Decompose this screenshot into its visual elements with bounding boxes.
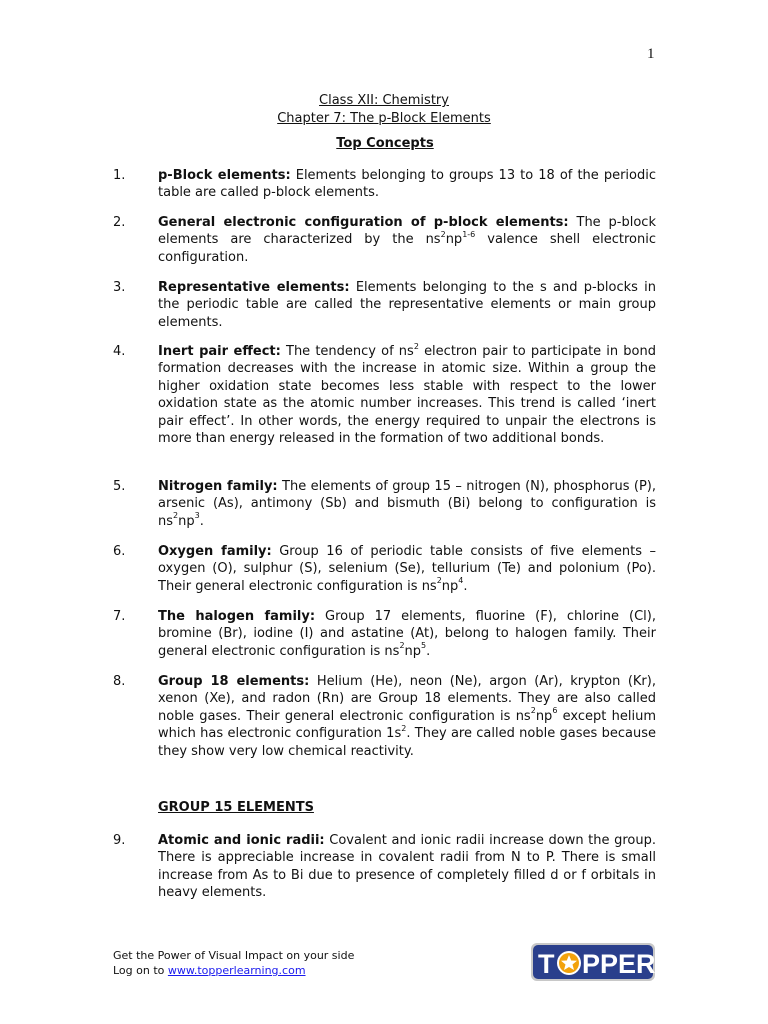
- item-text: np: [445, 232, 463, 248]
- item-term: General electronic configuration of p-block elements:: [158, 215, 569, 230]
- logo-text-right: PPER: [582, 949, 656, 979]
- concept-item-2: [113, 214, 656, 266]
- chapter-title: Chapter 7: The p-Block Elements: [277, 111, 491, 126]
- superscript: 5: [421, 641, 427, 651]
- logo-text-left: T: [538, 949, 555, 979]
- item-term: Group 18 elements:: [158, 674, 310, 689]
- item-text: .: [463, 578, 468, 594]
- item-number: 2.: [113, 215, 126, 230]
- item-text: np: [441, 578, 459, 594]
- superscript: 2: [530, 706, 536, 716]
- footer-tagline: Get the Power of Visual Impact on your side: [113, 949, 355, 962]
- item-number: 5.: [113, 479, 126, 494]
- item-term: Representative elements:: [158, 280, 350, 295]
- concept-item-4: [113, 343, 656, 447]
- item-text: Elements belonging to the s and p-blocks in the periodic table are called the representative elements or main group elements.: [158, 280, 656, 330]
- item-text: Helium (He), neon (Ne), argon (Ar), krypton (Kr), xenon (Xe), and radon (Rn) are Group 18 elements. They are also called noble gases. Their general electronic configuration is ns: [158, 674, 656, 724]
- superscript: 2: [401, 723, 407, 733]
- page-number: 1: [647, 46, 655, 62]
- topper-logo: [530, 942, 656, 982]
- superscript: 2: [436, 576, 442, 586]
- item-number: 1.: [113, 168, 126, 183]
- concept-item-3: [113, 279, 656, 331]
- item-text: . They are called noble gases because they show very low chemical reactivity.: [158, 726, 656, 759]
- superscript: 2: [413, 341, 419, 351]
- superscript: 2: [399, 641, 405, 651]
- item-term: Inert pair effect:: [158, 344, 281, 359]
- item-text: electron pair to participate in bond formation decreases with the increase in atomic size. Within a group the higher oxidation state becomes less stable with respect to the lower oxidation state as the atomic number increases. This trend is called ‘inert pair effect’. In other words, the energy required to unpair the electrons is more than energy released in the formation of two additional bonds.: [158, 344, 656, 447]
- item-number: 3.: [113, 280, 126, 295]
- superscript: 2: [173, 511, 179, 521]
- item-text: Group 16 of periodic table consists of five elements – oxygen (O), sulphur (S), selenium (Se), tellurium (Te) and polonium (Po). Their general electronic configuration is ns: [158, 544, 656, 594]
- item-text: Covalent and ionic radii increase down the group. There is appreciable increase in covalent radii from N to P. There is small increase from As to Bi due to presence of completely filled d or f orbitals in heavy elements.: [158, 833, 656, 901]
- concept-item-1: [113, 167, 656, 202]
- item-text: np: [178, 513, 195, 529]
- website-link[interactable]: www.topperlearning.com: [167, 964, 306, 977]
- superscript: 2: [440, 230, 446, 240]
- item-text: The p-block elements are characterized by the ns: [158, 215, 656, 248]
- item-text: valence shell electronic configuration.: [158, 232, 656, 265]
- document-header: [0, 92, 768, 128]
- item-text: The elements of group 15 – nitrogen (N), phosphorus (P), arsenic (As), antimony (Sb) and bismuth (Bi) belong to configuration is ns: [158, 479, 656, 529]
- footer: [113, 948, 354, 978]
- item-number: 8.: [113, 674, 126, 689]
- item-number: 9.: [113, 833, 126, 848]
- concept-item-5: [113, 478, 656, 530]
- item-text: Group 17 elements, fluorine (F), chlorine (Cl), bromine (Br), iodine (I) and astatine (At), belong to halogen family. Their general electronic configuration is ns: [158, 609, 656, 659]
- superscript: 4: [458, 576, 464, 586]
- superscript: 6: [552, 706, 558, 716]
- item-text: Elements belonging to groups 13 to 18 of the periodic table are called p-block elements.: [158, 168, 657, 201]
- item-text: np: [404, 643, 422, 659]
- concept-item-9: [113, 832, 656, 902]
- superscript: 3: [194, 511, 200, 521]
- item-number: 6.: [113, 544, 126, 559]
- concept-item-6: [113, 543, 656, 595]
- superscript: 1-6: [462, 230, 476, 240]
- section-heading: GROUP 15 ELEMENTS: [158, 800, 314, 815]
- item-number: 7.: [113, 609, 126, 624]
- footer-link-line: [113, 963, 354, 978]
- item-term: The halogen family:: [158, 609, 316, 624]
- class-title: Class XII: Chemistry: [319, 93, 449, 108]
- top-concepts-heading: Top Concepts: [336, 136, 434, 151]
- footer-prefix: Log on to: [113, 964, 165, 977]
- item-text: .: [199, 513, 204, 529]
- concept-item-7: [113, 608, 656, 660]
- item-term: Nitrogen family:: [158, 479, 278, 494]
- item-term: Atomic and ionic radii:: [158, 833, 325, 848]
- item-text: The tendency of ns: [286, 344, 414, 359]
- item-text: .: [426, 643, 431, 659]
- concept-item-8: [113, 673, 656, 760]
- item-number: 4.: [113, 344, 126, 359]
- item-text: except helium which has electronic configuration 1s: [158, 708, 656, 742]
- item-text: np: [535, 708, 553, 724]
- item-term: Oxygen family:: [158, 544, 272, 559]
- item-term: p-Block elements:: [158, 168, 291, 183]
